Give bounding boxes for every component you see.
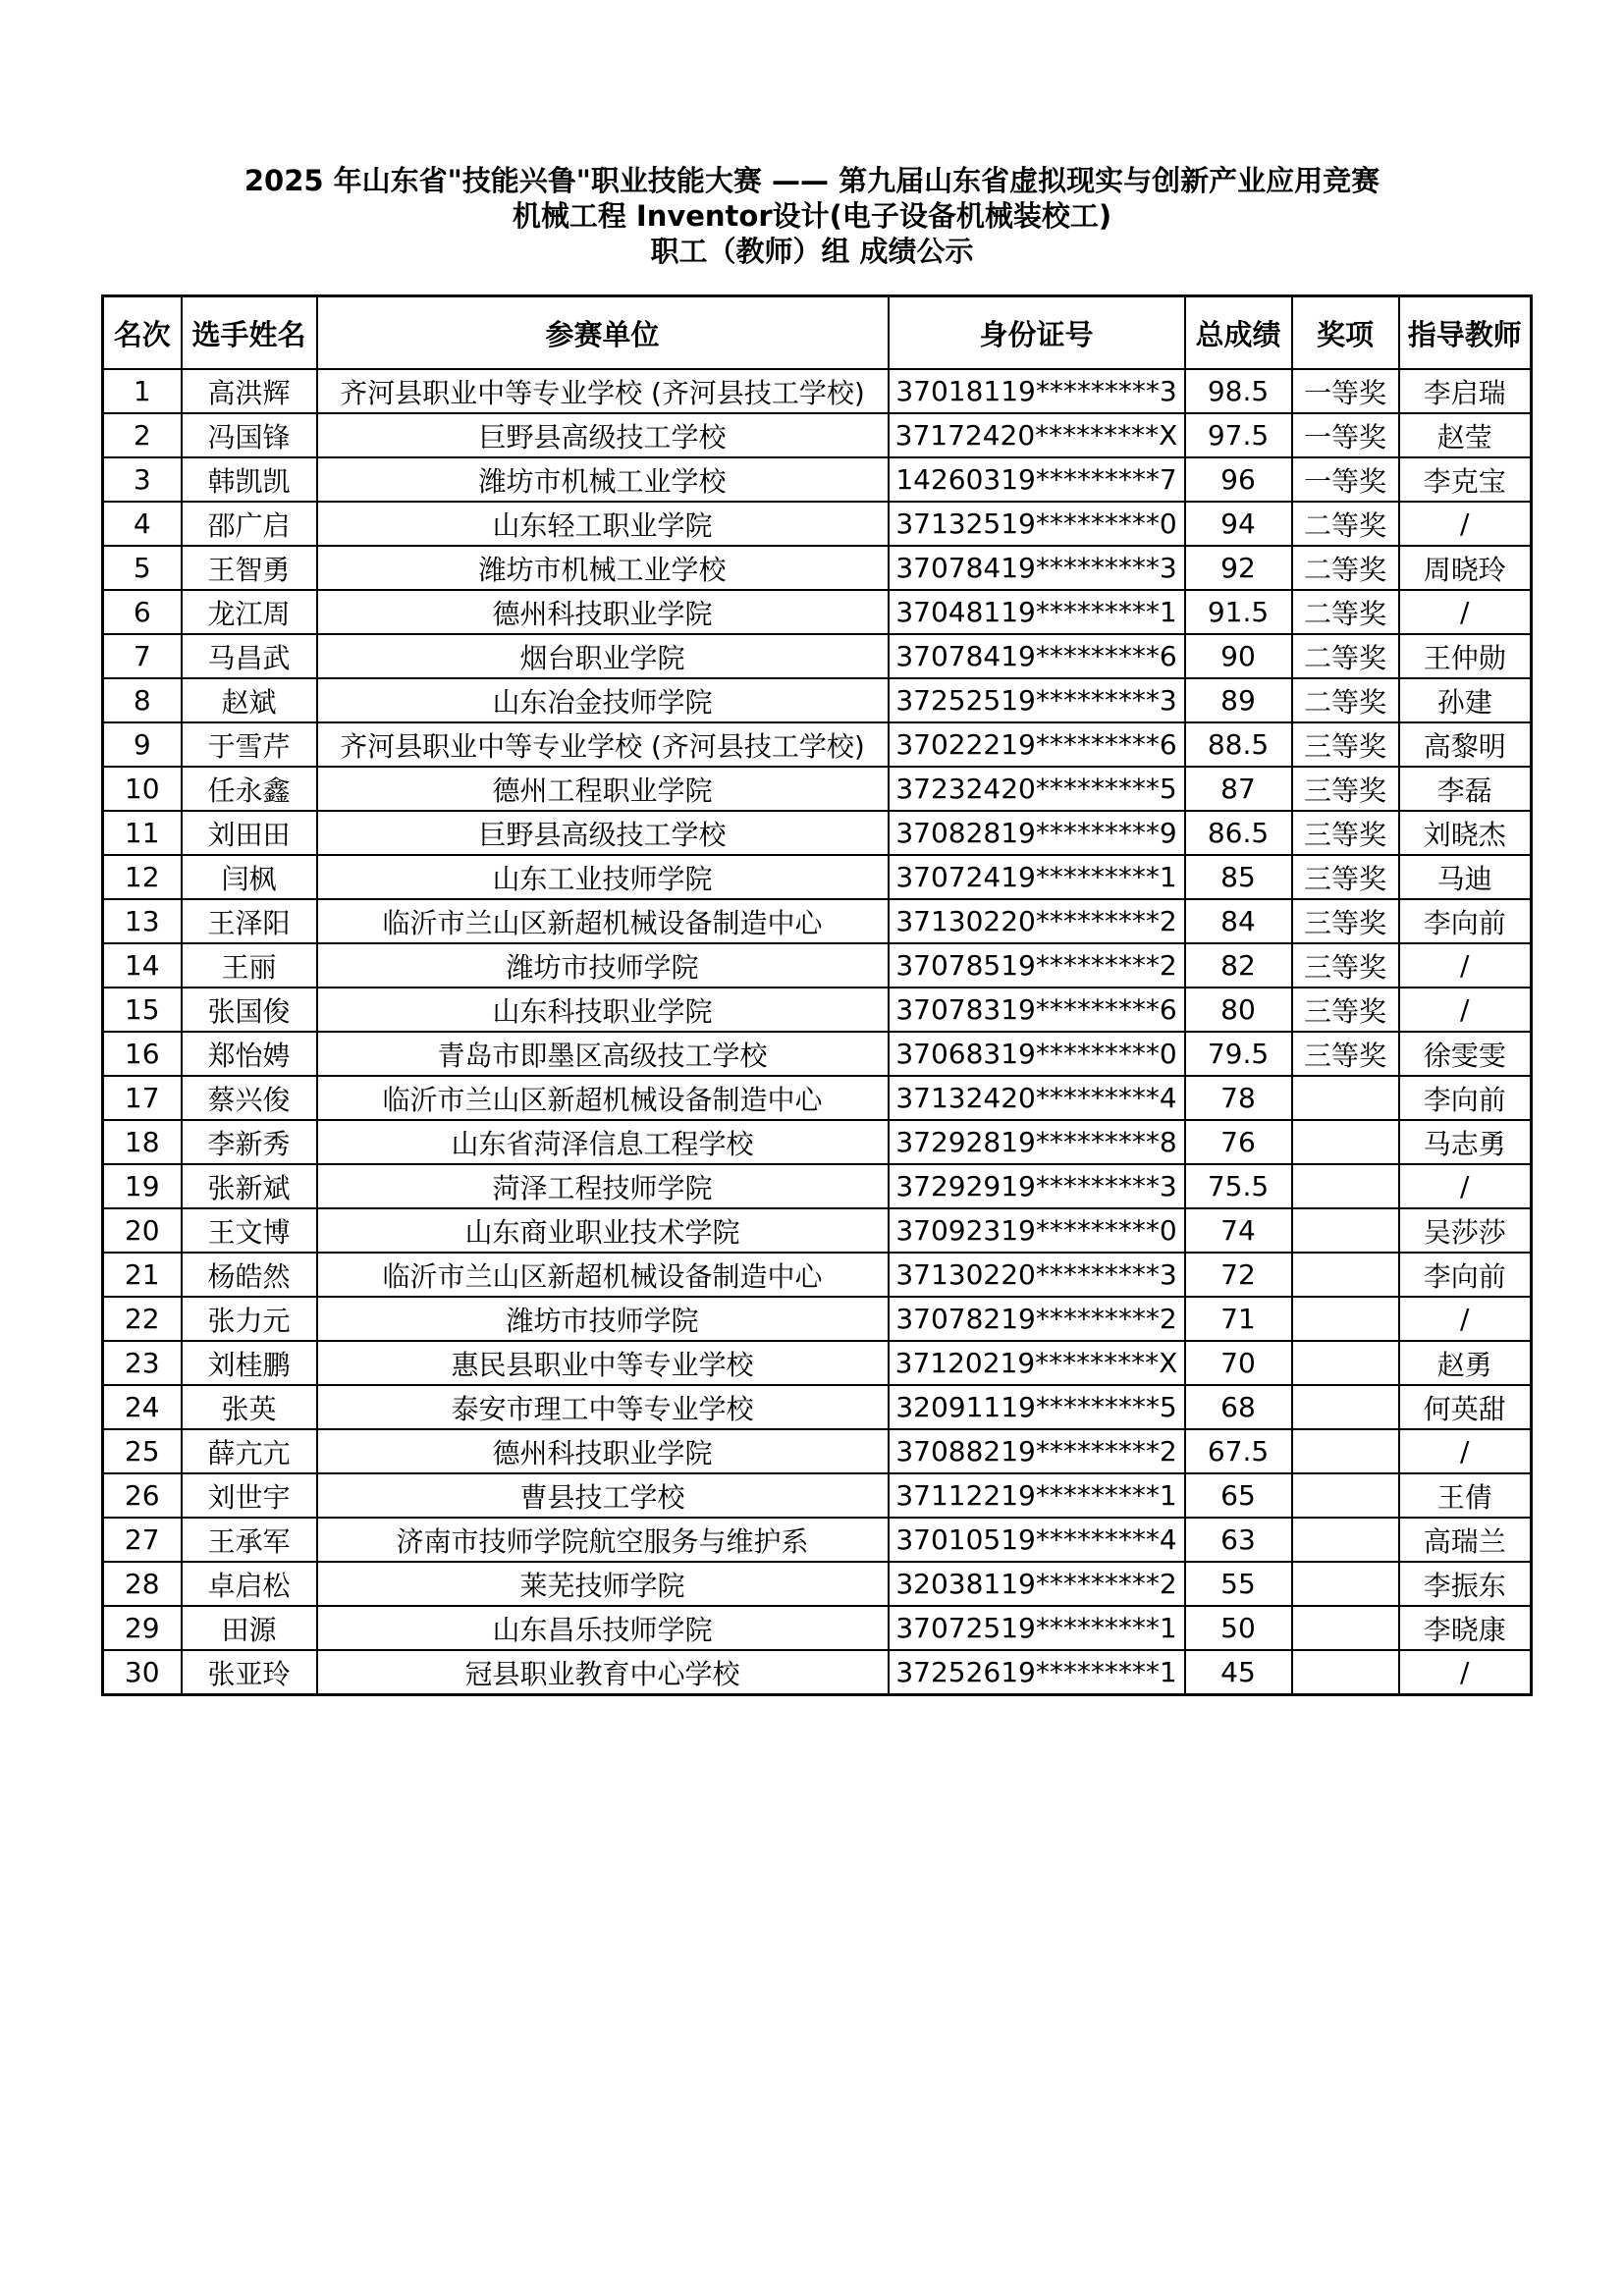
table-row <box>103 1032 1532 1076</box>
cell-award <box>1292 1650 1399 1695</box>
cell-rank: 8 <box>103 678 182 722</box>
cell-rank: 14 <box>103 943 182 988</box>
cell-score: 72 <box>1185 1253 1292 1297</box>
cell-award: 二等奖 <box>1292 634 1399 678</box>
cell-rank: 17 <box>103 1076 182 1120</box>
cell-unit: 烟台职业学院 <box>317 634 889 678</box>
table-row <box>103 1208 1532 1253</box>
cell-score: 45 <box>1185 1650 1292 1695</box>
cell-id: 37120219*********X <box>889 1341 1185 1385</box>
table-row <box>103 590 1532 634</box>
cell-teacher: / <box>1399 502 1532 546</box>
header-rank: 名次 <box>103 296 182 370</box>
cell-name: 郑怡娉 <box>182 1032 317 1076</box>
cell-rank: 15 <box>103 988 182 1032</box>
table-row <box>103 767 1532 811</box>
cell-unit: 泰安市理工中等专业学校 <box>317 1385 889 1429</box>
table-row <box>103 457 1532 502</box>
cell-teacher: 何英甜 <box>1399 1385 1532 1429</box>
cell-award <box>1292 1385 1399 1429</box>
cell-teacher: / <box>1399 590 1532 634</box>
cell-teacher: 徐雯雯 <box>1399 1032 1532 1076</box>
cell-id: 37072419*********1 <box>889 855 1185 899</box>
cell-score: 92 <box>1185 546 1292 590</box>
cell-id: 37078519*********2 <box>889 943 1185 988</box>
cell-score: 79.5 <box>1185 1032 1292 1076</box>
cell-rank: 13 <box>103 899 182 943</box>
cell-name: 王智勇 <box>182 546 317 590</box>
cell-rank: 21 <box>103 1253 182 1297</box>
table-row <box>103 1606 1532 1650</box>
cell-teacher: 马迪 <box>1399 855 1532 899</box>
cell-rank: 24 <box>103 1385 182 1429</box>
cell-award <box>1292 1606 1399 1650</box>
table-row <box>103 722 1532 767</box>
cell-award: 三等奖 <box>1292 943 1399 988</box>
cell-score: 71 <box>1185 1297 1292 1341</box>
cell-score: 94 <box>1185 502 1292 546</box>
cell-name: 高洪辉 <box>182 369 317 413</box>
table-row <box>103 634 1532 678</box>
table-row <box>103 1341 1532 1385</box>
cell-rank: 27 <box>103 1518 182 1562</box>
cell-name: 王泽阳 <box>182 899 317 943</box>
document-title: 2025 年山东省"技能兴鲁"职业技能大赛 —— 第九届山东省虚拟现实与创新产业应用竞赛 <box>244 164 1380 197</box>
cell-award <box>1292 1253 1399 1297</box>
cell-unit: 潍坊市技师学院 <box>317 943 889 988</box>
cell-id: 37078319*********6 <box>889 988 1185 1032</box>
cell-teacher: / <box>1399 988 1532 1032</box>
cell-teacher: 李克宝 <box>1399 457 1532 502</box>
cell-rank: 28 <box>103 1562 182 1606</box>
cell-unit: 山东商业职业技术学院 <box>317 1208 889 1253</box>
table-row <box>103 1429 1532 1473</box>
table-row <box>103 1297 1532 1341</box>
cell-rank: 23 <box>103 1341 182 1385</box>
cell-award: 三等奖 <box>1292 988 1399 1032</box>
cell-teacher: 赵莹 <box>1399 413 1532 457</box>
cell-award: 三等奖 <box>1292 722 1399 767</box>
cell-teacher: 李向前 <box>1399 1253 1532 1297</box>
cell-unit: 齐河县职业中等专业学校 (齐河县技工学校) <box>317 722 889 767</box>
cell-score: 76 <box>1185 1120 1292 1164</box>
header-name: 选手姓名 <box>182 296 317 370</box>
cell-unit: 巨野县高级技工学校 <box>317 811 889 855</box>
cell-unit: 菏泽工程技师学院 <box>317 1164 889 1208</box>
cell-award <box>1292 1076 1399 1120</box>
table-body <box>103 369 1532 1695</box>
cell-teacher: 刘晓杰 <box>1399 811 1532 855</box>
table-row <box>103 943 1532 988</box>
cell-score: 67.5 <box>1185 1429 1292 1473</box>
cell-unit: 惠民县职业中等专业学校 <box>317 1341 889 1385</box>
cell-score: 80 <box>1185 988 1292 1032</box>
cell-unit: 临沂市兰山区新超机械设备制造中心 <box>317 1076 889 1120</box>
cell-teacher: / <box>1399 1164 1532 1208</box>
cell-id: 37292919*********3 <box>889 1164 1185 1208</box>
cell-award <box>1292 1208 1399 1253</box>
cell-award <box>1292 1473 1399 1518</box>
cell-unit: 潍坊市机械工业学校 <box>317 457 889 502</box>
document-title-block <box>0 163 1624 269</box>
cell-rank: 2 <box>103 413 182 457</box>
cell-id: 37292819*********8 <box>889 1120 1185 1164</box>
cell-unit: 莱芜技师学院 <box>317 1562 889 1606</box>
cell-id: 37022219*********6 <box>889 722 1185 767</box>
cell-unit: 潍坊市技师学院 <box>317 1297 889 1341</box>
cell-award: 二等奖 <box>1292 502 1399 546</box>
cell-name: 闫枫 <box>182 855 317 899</box>
table-row <box>103 369 1532 413</box>
cell-id: 37130220*********2 <box>889 899 1185 943</box>
cell-award: 三等奖 <box>1292 811 1399 855</box>
cell-name: 薛亢亢 <box>182 1429 317 1473</box>
cell-id: 37010519*********4 <box>889 1518 1185 1562</box>
cell-id: 14260319*********7 <box>889 457 1185 502</box>
cell-score: 89 <box>1185 678 1292 722</box>
cell-award: 三等奖 <box>1292 855 1399 899</box>
cell-award <box>1292 1518 1399 1562</box>
cell-teacher: 王倩 <box>1399 1473 1532 1518</box>
cell-name: 李新秀 <box>182 1120 317 1164</box>
cell-score: 75.5 <box>1185 1164 1292 1208</box>
cell-name: 马昌武 <box>182 634 317 678</box>
cell-id: 37088219*********2 <box>889 1429 1185 1473</box>
cell-unit: 济南市技师学院航空服务与维护系 <box>317 1518 889 1562</box>
cell-name: 刘桂鹏 <box>182 1341 317 1385</box>
cell-award: 一等奖 <box>1292 457 1399 502</box>
cell-score: 84 <box>1185 899 1292 943</box>
cell-score: 87 <box>1185 767 1292 811</box>
cell-name: 于雪芹 <box>182 722 317 767</box>
table-row <box>103 1562 1532 1606</box>
cell-rank: 30 <box>103 1650 182 1695</box>
cell-id: 37068319*********0 <box>889 1032 1185 1076</box>
table-row <box>103 546 1532 590</box>
cell-name: 王承军 <box>182 1518 317 1562</box>
header-id: 身份证号 <box>889 296 1185 370</box>
cell-teacher: 吴莎莎 <box>1399 1208 1532 1253</box>
cell-name: 张英 <box>182 1385 317 1429</box>
document-group-title: 职工（教师）组 成绩公示 <box>650 235 974 268</box>
cell-name: 张亚玲 <box>182 1650 317 1695</box>
cell-score: 78 <box>1185 1076 1292 1120</box>
cell-score: 74 <box>1185 1208 1292 1253</box>
cell-name: 杨皓然 <box>182 1253 317 1297</box>
cell-award <box>1292 1429 1399 1473</box>
cell-unit: 山东省菏泽信息工程学校 <box>317 1120 889 1164</box>
cell-id: 32038119*********2 <box>889 1562 1185 1606</box>
cell-award: 二等奖 <box>1292 546 1399 590</box>
cell-rank: 12 <box>103 855 182 899</box>
cell-rank: 25 <box>103 1429 182 1473</box>
document-subtitle: 机械工程 Inventor设计(电子设备机械装校工) <box>512 199 1112 233</box>
table-row <box>103 678 1532 722</box>
cell-rank: 22 <box>103 1297 182 1341</box>
cell-name: 冯国锋 <box>182 413 317 457</box>
cell-rank: 5 <box>103 546 182 590</box>
cell-unit: 山东昌乐技师学院 <box>317 1606 889 1650</box>
table-row <box>103 1120 1532 1164</box>
cell-score: 65 <box>1185 1473 1292 1518</box>
cell-id: 32091119*********5 <box>889 1385 1185 1429</box>
cell-id: 37252519*********3 <box>889 678 1185 722</box>
cell-id: 37232420*********5 <box>889 767 1185 811</box>
cell-id: 37078219*********2 <box>889 1297 1185 1341</box>
cell-score: 91.5 <box>1185 590 1292 634</box>
cell-score: 96 <box>1185 457 1292 502</box>
cell-rank: 3 <box>103 457 182 502</box>
cell-award: 三等奖 <box>1292 899 1399 943</box>
table-row <box>103 811 1532 855</box>
cell-award: 一等奖 <box>1292 413 1399 457</box>
cell-teacher: 孙建 <box>1399 678 1532 722</box>
cell-unit: 齐河县职业中等专业学校 (齐河县技工学校) <box>317 369 889 413</box>
cell-unit: 青岛市即墨区高级技工学校 <box>317 1032 889 1076</box>
cell-teacher: / <box>1399 1297 1532 1341</box>
cell-unit: 山东冶金技师学院 <box>317 678 889 722</box>
table-row <box>103 1518 1532 1562</box>
cell-rank: 6 <box>103 590 182 634</box>
table-header-row <box>103 296 1532 370</box>
cell-id: 37172420*********X <box>889 413 1185 457</box>
cell-name: 赵斌 <box>182 678 317 722</box>
cell-teacher: 李振东 <box>1399 1562 1532 1606</box>
cell-rank: 11 <box>103 811 182 855</box>
cell-score: 55 <box>1185 1562 1292 1606</box>
cell-teacher: 李晓康 <box>1399 1606 1532 1650</box>
cell-score: 70 <box>1185 1341 1292 1385</box>
cell-unit: 巨野县高级技工学校 <box>317 413 889 457</box>
cell-name: 张新斌 <box>182 1164 317 1208</box>
cell-rank: 9 <box>103 722 182 767</box>
cell-award: 二等奖 <box>1292 590 1399 634</box>
cell-rank: 29 <box>103 1606 182 1650</box>
cell-unit: 德州科技职业学院 <box>317 1429 889 1473</box>
cell-rank: 7 <box>103 634 182 678</box>
cell-award: 三等奖 <box>1292 1032 1399 1076</box>
cell-score: 88.5 <box>1185 722 1292 767</box>
cell-name: 卓启松 <box>182 1562 317 1606</box>
cell-unit: 德州工程职业学院 <box>317 767 889 811</box>
cell-award <box>1292 1120 1399 1164</box>
cell-unit: 冠县职业教育中心学校 <box>317 1650 889 1695</box>
cell-score: 97.5 <box>1185 413 1292 457</box>
cell-rank: 4 <box>103 502 182 546</box>
cell-unit: 山东轻工职业学院 <box>317 502 889 546</box>
cell-score: 86.5 <box>1185 811 1292 855</box>
cell-id: 37018119*********3 <box>889 369 1185 413</box>
cell-unit: 临沂市兰山区新超机械设备制造中心 <box>317 1253 889 1297</box>
table-row <box>103 1076 1532 1120</box>
table-row <box>103 1164 1532 1208</box>
cell-award <box>1292 1164 1399 1208</box>
cell-unit: 曹县技工学校 <box>317 1473 889 1518</box>
cell-rank: 10 <box>103 767 182 811</box>
cell-teacher: 李启瑞 <box>1399 369 1532 413</box>
cell-teacher: / <box>1399 1429 1532 1473</box>
cell-teacher: 高瑞兰 <box>1399 1518 1532 1562</box>
table-row <box>103 413 1532 457</box>
cell-id: 37092319*********0 <box>889 1208 1185 1253</box>
cell-unit: 临沂市兰山区新超机械设备制造中心 <box>317 899 889 943</box>
cell-teacher: 赵勇 <box>1399 1341 1532 1385</box>
table-row <box>103 1473 1532 1518</box>
cell-id: 37252619*********1 <box>889 1650 1185 1695</box>
cell-rank: 26 <box>103 1473 182 1518</box>
cell-rank: 20 <box>103 1208 182 1253</box>
cell-name: 韩凯凯 <box>182 457 317 502</box>
cell-rank: 16 <box>103 1032 182 1076</box>
cell-award <box>1292 1562 1399 1606</box>
cell-name: 张力元 <box>182 1297 317 1341</box>
cell-name: 任永鑫 <box>182 767 317 811</box>
results-table <box>101 294 1533 1696</box>
cell-id: 37132420*********4 <box>889 1076 1185 1120</box>
table-row <box>103 1385 1532 1429</box>
cell-award: 二等奖 <box>1292 678 1399 722</box>
cell-unit: 山东工业技师学院 <box>317 855 889 899</box>
cell-teacher: 高黎明 <box>1399 722 1532 767</box>
cell-score: 63 <box>1185 1518 1292 1562</box>
cell-id: 37132519*********0 <box>889 502 1185 546</box>
cell-award: 一等奖 <box>1292 369 1399 413</box>
cell-award: 三等奖 <box>1292 767 1399 811</box>
cell-teacher: 周晓玲 <box>1399 546 1532 590</box>
cell-rank: 18 <box>103 1120 182 1164</box>
table-row <box>103 855 1532 899</box>
cell-name: 张国俊 <box>182 988 317 1032</box>
cell-teacher: / <box>1399 1650 1532 1695</box>
cell-score: 98.5 <box>1185 369 1292 413</box>
cell-unit: 潍坊市机械工业学校 <box>317 546 889 590</box>
cell-name: 王文博 <box>182 1208 317 1253</box>
cell-name: 邵广启 <box>182 502 317 546</box>
cell-teacher: 李磊 <box>1399 767 1532 811</box>
cell-teacher: / <box>1399 943 1532 988</box>
table-row <box>103 988 1532 1032</box>
header-score: 总成绩 <box>1185 296 1292 370</box>
cell-id: 37082819*********9 <box>889 811 1185 855</box>
cell-id: 37078419*********3 <box>889 546 1185 590</box>
cell-rank: 1 <box>103 369 182 413</box>
cell-award <box>1292 1341 1399 1385</box>
cell-id: 37048119*********1 <box>889 590 1185 634</box>
cell-name: 刘世宇 <box>182 1473 317 1518</box>
cell-score: 90 <box>1185 634 1292 678</box>
cell-name: 刘田田 <box>182 811 317 855</box>
cell-teacher: 王仲勋 <box>1399 634 1532 678</box>
cell-unit: 山东科技职业学院 <box>317 988 889 1032</box>
table-row <box>103 1650 1532 1695</box>
cell-award <box>1292 1297 1399 1341</box>
cell-id: 37072519*********1 <box>889 1606 1185 1650</box>
cell-id: 37130220*********3 <box>889 1253 1185 1297</box>
cell-id: 37078419*********6 <box>889 634 1185 678</box>
cell-rank: 19 <box>103 1164 182 1208</box>
table-row <box>103 899 1532 943</box>
cell-teacher: 李向前 <box>1399 1076 1532 1120</box>
table-row <box>103 502 1532 546</box>
header-award: 奖项 <box>1292 296 1399 370</box>
cell-unit: 德州科技职业学院 <box>317 590 889 634</box>
cell-score: 68 <box>1185 1385 1292 1429</box>
cell-name: 蔡兴俊 <box>182 1076 317 1120</box>
cell-id: 37112219*********1 <box>889 1473 1185 1518</box>
table-row <box>103 1253 1532 1297</box>
cell-teacher: 马志勇 <box>1399 1120 1532 1164</box>
cell-name: 龙江周 <box>182 590 317 634</box>
header-unit: 参赛单位 <box>317 296 889 370</box>
cell-name: 田源 <box>182 1606 317 1650</box>
cell-name: 王丽 <box>182 943 317 988</box>
cell-score: 50 <box>1185 1606 1292 1650</box>
cell-score: 85 <box>1185 855 1292 899</box>
cell-score: 82 <box>1185 943 1292 988</box>
header-teacher: 指导教师 <box>1399 296 1532 370</box>
cell-teacher: 李向前 <box>1399 899 1532 943</box>
